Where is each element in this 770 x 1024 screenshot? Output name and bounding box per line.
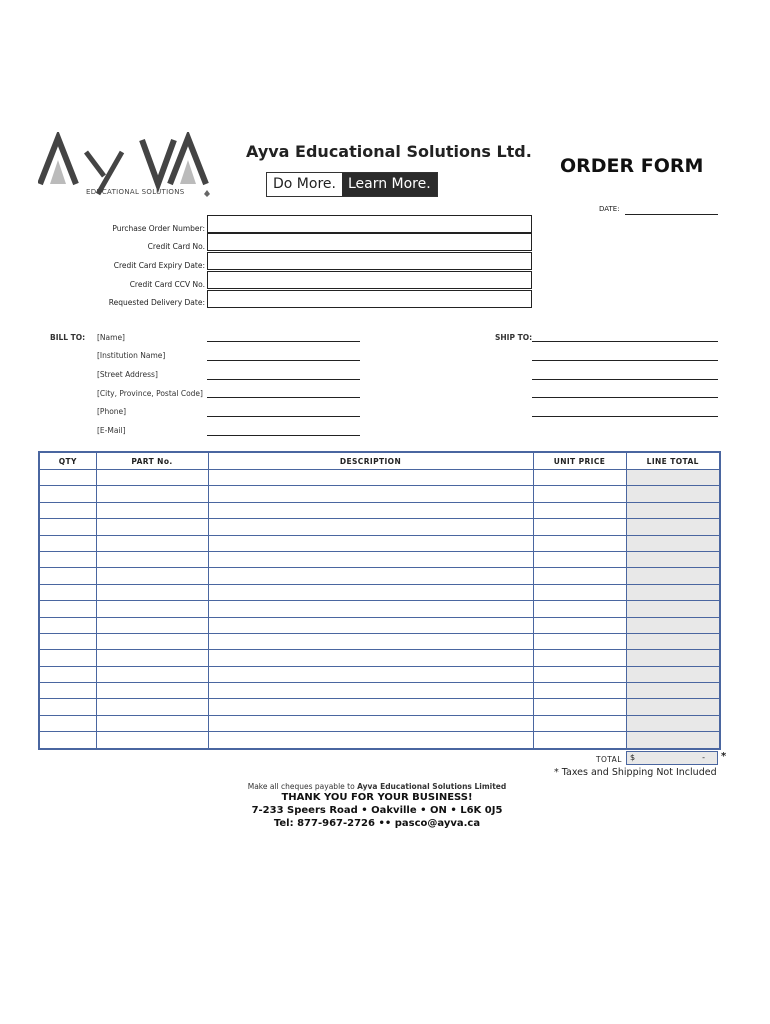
tax-note: * Taxes and Shipping Not Included: [554, 767, 717, 778]
line-total-cell: [626, 699, 720, 715]
line-total-cell: [626, 584, 720, 600]
unit-price-cell[interactable]: [533, 568, 626, 584]
cheque-payee: Ayva Educational Solutions Limited: [357, 782, 507, 791]
qty-cell[interactable]: [39, 633, 96, 649]
cc-ccv-label: Credit Card CCV No.: [129, 280, 205, 289]
table-row: [39, 601, 720, 617]
unit-price-cell[interactable]: [533, 699, 626, 715]
unit-price-cell[interactable]: [533, 584, 626, 600]
cc-field[interactable]: [207, 233, 532, 251]
description-cell[interactable]: [208, 732, 533, 749]
cc-label: Credit Card No.: [147, 242, 205, 251]
qty-cell[interactable]: [39, 535, 96, 551]
description-cell[interactable]: [208, 470, 533, 486]
ship-line-1[interactable]: [532, 341, 718, 342]
qty-cell[interactable]: [39, 519, 96, 535]
table-row: [39, 470, 720, 486]
part-no-cell[interactable]: [96, 715, 208, 731]
unit-price-cell[interactable]: [533, 519, 626, 535]
table-row: [39, 519, 720, 535]
ship-line-4[interactable]: [532, 397, 718, 398]
description-cell[interactable]: [208, 715, 533, 731]
unit-price-cell[interactable]: [533, 732, 626, 749]
unit-price-cell[interactable]: [533, 535, 626, 551]
line-total-cell: [626, 683, 720, 699]
table-row: [39, 568, 720, 584]
part-no-cell[interactable]: [96, 519, 208, 535]
table-row: [39, 650, 720, 666]
table-body: [39, 470, 720, 749]
unit-price-cell[interactable]: [533, 470, 626, 486]
line-total-cell: [626, 535, 720, 551]
qty-cell[interactable]: [39, 732, 96, 749]
bill-email-field[interactable]: [207, 435, 360, 436]
description-cell[interactable]: [208, 617, 533, 633]
cheque-note: [0, 782, 754, 791]
line-total-cell: [626, 633, 720, 649]
bill-city: [City, Province, Postal Code]: [97, 389, 203, 398]
part-no-cell[interactable]: [96, 617, 208, 633]
part-no-cell[interactable]: [96, 683, 208, 699]
line-total-cell: [626, 519, 720, 535]
unit-price-cell[interactable]: [533, 683, 626, 699]
unit-price-cell[interactable]: [533, 617, 626, 633]
unit-price-cell[interactable]: [533, 715, 626, 731]
part-no-cell[interactable]: [96, 584, 208, 600]
table-row: [39, 732, 720, 749]
qty-cell[interactable]: [39, 551, 96, 567]
part-no-cell[interactable]: [96, 633, 208, 649]
unit-price-cell[interactable]: [533, 551, 626, 567]
col-description: DESCRIPTION: [208, 452, 533, 470]
qty-cell[interactable]: [39, 486, 96, 502]
total-currency: $: [630, 753, 636, 762]
line-total-cell: [626, 502, 720, 518]
qty-cell[interactable]: [39, 470, 96, 486]
line-total-cell: [626, 470, 720, 486]
total-value: -: [702, 753, 705, 762]
part-no-cell[interactable]: [96, 486, 208, 502]
qty-cell[interactable]: [39, 601, 96, 617]
qty-cell[interactable]: [39, 699, 96, 715]
cheque-prefix: Make all cheques payable to: [247, 782, 358, 791]
part-no-cell[interactable]: [96, 601, 208, 617]
unit-price-cell[interactable]: [533, 666, 626, 682]
table-row: [39, 617, 720, 633]
form-title: ORDER FORM: [560, 155, 704, 177]
bill-email: [E-Mail]: [97, 426, 126, 435]
ship-line-2[interactable]: [532, 360, 718, 361]
table-row: [39, 502, 720, 518]
table-row: [39, 535, 720, 551]
description-cell[interactable]: [208, 486, 533, 502]
part-no-cell[interactable]: [96, 470, 208, 486]
description-cell[interactable]: [208, 519, 533, 535]
address: 7-233 Speers Road • Oakville • ON • L6K 0J5: [251, 805, 503, 816]
description-cell[interactable]: [208, 535, 533, 551]
description-cell[interactable]: [208, 551, 533, 567]
line-total-cell: [626, 650, 720, 666]
part-no-cell[interactable]: [96, 732, 208, 749]
footer: [0, 782, 754, 830]
table-row: [39, 683, 720, 699]
qty-cell[interactable]: [39, 568, 96, 584]
tagline-right: Learn More.: [342, 173, 437, 196]
bill-to-label: BILL TO:: [50, 333, 86, 342]
qty-cell[interactable]: [39, 666, 96, 682]
bill-institution-field[interactable]: [207, 360, 360, 361]
logo-subtitle: EDUCATIONAL SOLUTIONS: [86, 188, 185, 196]
bill-name-field[interactable]: [207, 341, 360, 342]
part-no-cell[interactable]: [96, 551, 208, 567]
col-unit-price: UNIT PRICE: [533, 452, 626, 470]
table-row: [39, 666, 720, 682]
qty-cell[interactable]: [39, 584, 96, 600]
description-cell[interactable]: [208, 666, 533, 682]
ship-to-label: SHIP TO:: [495, 333, 533, 342]
line-total-cell: [626, 732, 720, 749]
qty-cell[interactable]: [39, 650, 96, 666]
description-cell[interactable]: [208, 502, 533, 518]
bill-phone: [Phone]: [97, 407, 127, 416]
company-name: Ayva Educational Solutions Ltd.: [246, 142, 532, 161]
part-no-cell[interactable]: [96, 502, 208, 518]
total-label: TOTAL: [596, 755, 622, 764]
table-row: [39, 699, 720, 715]
unit-price-cell[interactable]: [533, 502, 626, 518]
col-qty: QTY: [39, 452, 96, 470]
line-total-cell: [626, 601, 720, 617]
description-cell[interactable]: [208, 650, 533, 666]
part-no-cell[interactable]: [96, 535, 208, 551]
bill-city-field[interactable]: [207, 397, 360, 398]
description-cell[interactable]: [208, 601, 533, 617]
tagline-left: Do More.: [267, 173, 342, 196]
bill-street-field[interactable]: [207, 379, 360, 380]
line-total-cell: [626, 666, 720, 682]
ship-line-3[interactable]: [532, 379, 718, 380]
line-total-cell: [626, 715, 720, 731]
unit-price-cell[interactable]: [533, 486, 626, 502]
cc-expiry-label: Credit Card Expiry Date:: [113, 261, 205, 270]
cc-ccv-field[interactable]: [207, 271, 532, 289]
qty-cell[interactable]: [39, 683, 96, 699]
line-total-cell: [626, 568, 720, 584]
date-field[interactable]: [625, 214, 718, 215]
po-label: Purchase Order Number:: [112, 224, 205, 233]
table-row: [39, 633, 720, 649]
bill-name: [Name]: [97, 333, 125, 342]
date-label: DATE:: [599, 205, 620, 213]
total-field: [626, 751, 718, 765]
description-cell[interactable]: [208, 683, 533, 699]
table-row: [39, 584, 720, 600]
part-no-cell[interactable]: [96, 650, 208, 666]
qty-cell[interactable]: [39, 715, 96, 731]
thank-you: THANK YOU FOR YOUR BUSINESS!: [281, 792, 473, 803]
part-no-cell[interactable]: [96, 568, 208, 584]
delivery-label: Requested Delivery Date:: [108, 298, 205, 307]
line-total-cell: [626, 617, 720, 633]
total-asterisk: *: [721, 751, 727, 762]
contact: Tel: 877-967-2726 •• pasco@ayva.ca: [273, 818, 481, 829]
delivery-field[interactable]: [207, 290, 532, 308]
line-total-cell: [626, 486, 720, 502]
po-field[interactable]: [207, 215, 532, 233]
line-total-cell: [626, 551, 720, 567]
qty-cell[interactable]: [39, 617, 96, 633]
col-line-total: LINE TOTAL: [626, 452, 720, 470]
order-items-table: [38, 451, 721, 750]
unit-price-cell[interactable]: [533, 633, 626, 649]
bill-phone-field[interactable]: [207, 416, 360, 417]
table-row: [39, 486, 720, 502]
tagline-banner: [266, 172, 438, 197]
maple-leaf-icon: [204, 190, 210, 197]
table-row: [39, 551, 720, 567]
description-cell[interactable]: [208, 699, 533, 715]
qty-cell[interactable]: [39, 502, 96, 518]
ship-line-5[interactable]: [532, 416, 718, 417]
unit-price-cell[interactable]: [533, 650, 626, 666]
bill-street: [Street Address]: [97, 370, 158, 379]
table-row: [39, 715, 720, 731]
description-cell[interactable]: [208, 633, 533, 649]
bill-institution: [Institution Name]: [97, 351, 166, 360]
col-part-no: PART No.: [96, 452, 208, 470]
description-cell[interactable]: [208, 568, 533, 584]
part-no-cell[interactable]: [96, 699, 208, 715]
description-cell[interactable]: [208, 584, 533, 600]
table-header-row: [39, 452, 720, 470]
cc-expiry-field[interactable]: [207, 252, 532, 270]
part-no-cell[interactable]: [96, 666, 208, 682]
unit-price-cell[interactable]: [533, 601, 626, 617]
